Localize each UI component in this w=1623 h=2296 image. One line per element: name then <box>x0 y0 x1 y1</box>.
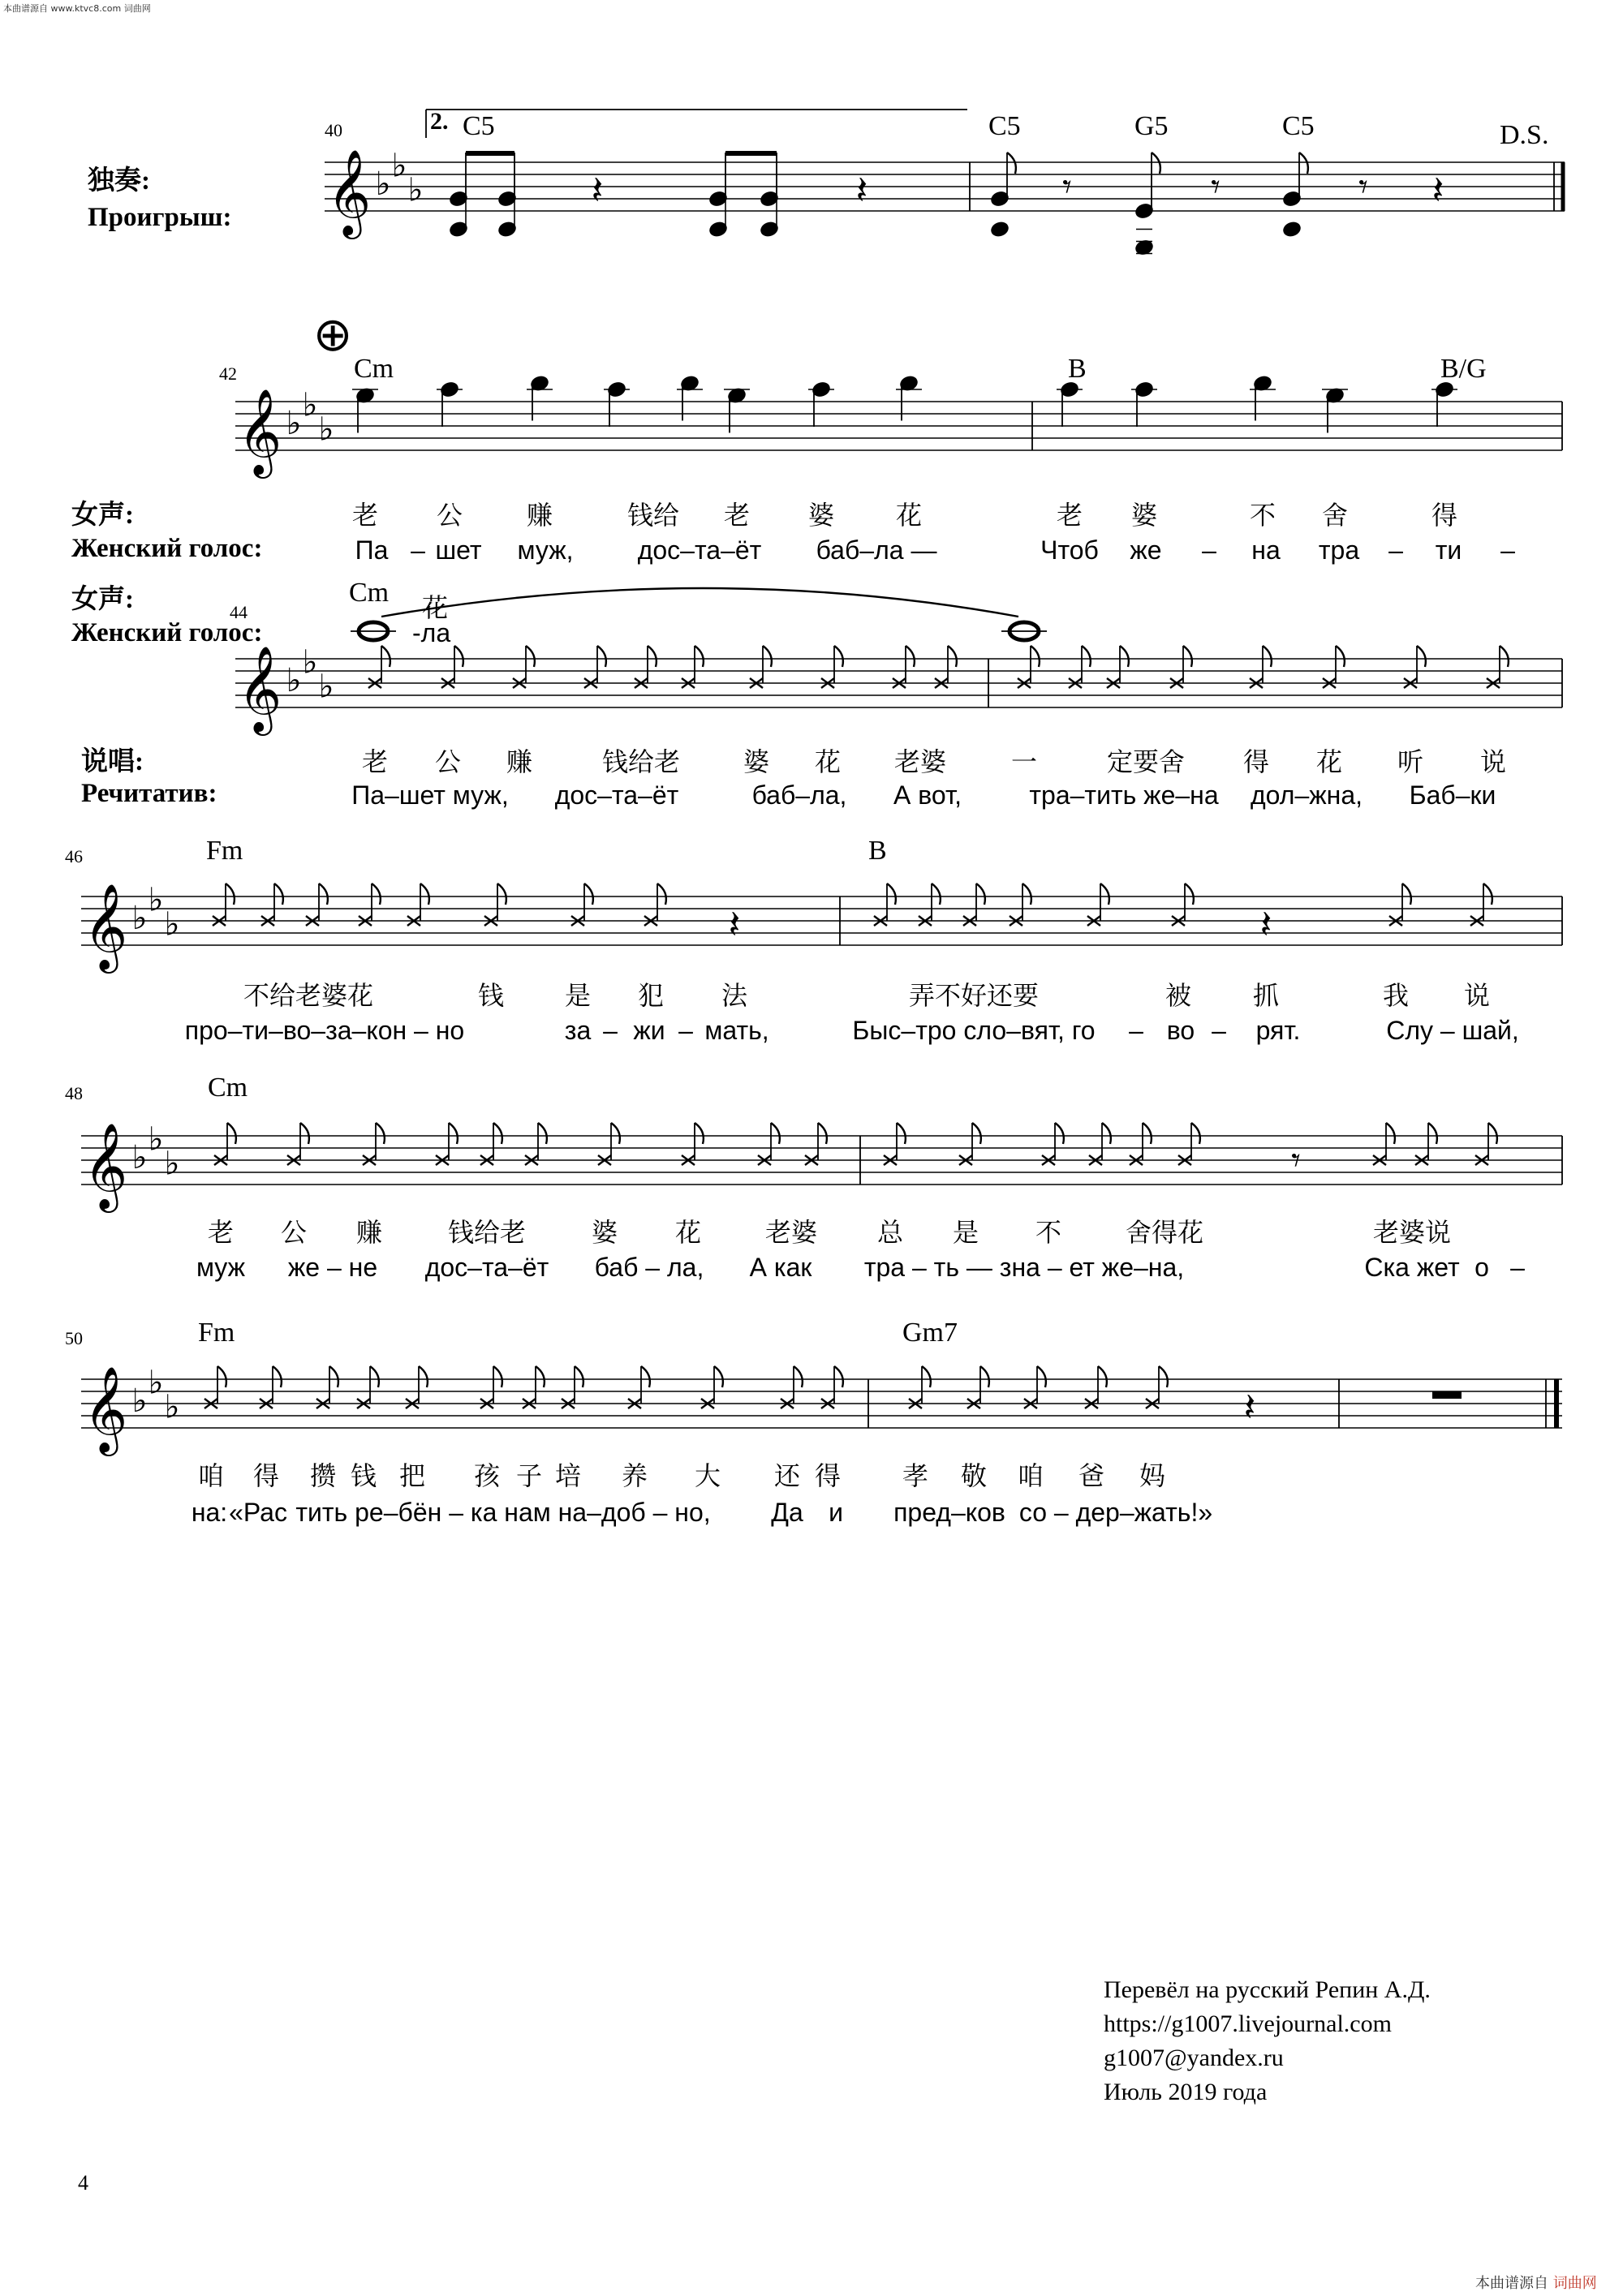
note-flag <box>376 1123 385 1144</box>
flat-icon: ♭ <box>131 1139 148 1176</box>
note-flag <box>329 1366 338 1387</box>
flat-icon: ♭ <box>391 147 407 185</box>
measure-number-46: 46 <box>65 846 83 866</box>
measure-number-40: 40 <box>325 120 342 140</box>
lyrics-line-cn <box>0 1455 1623 1491</box>
lyric-syllable: 得 <box>814 1460 842 1491</box>
note-flag <box>1428 1123 1437 1144</box>
system3-top-label-cn: 女声: <box>71 585 134 614</box>
lyrics-line-ru <box>0 1253 1623 1285</box>
lyric-syllable: за <box>564 1016 592 1045</box>
chord-symbol: G5 <box>1134 111 1169 141</box>
lyric-syllable: ти <box>1435 535 1462 565</box>
credit-blog-url: https://g1007.livejournal.com <box>1104 2010 1392 2037</box>
lyric-syllable: 不 <box>1035 1217 1062 1248</box>
flat-icon: ♭ <box>131 900 148 937</box>
lyrics-line-ru <box>0 1016 1623 1048</box>
note-flag <box>1191 1123 1200 1144</box>
footer-watermark-a: 本曲谱源自 <box>1475 2275 1548 2292</box>
eighth-rest-icon: 𝄾 <box>1291 1140 1301 1181</box>
credit-translator: Перевёл на русский Репин А.Д. <box>1104 1976 1431 2003</box>
lyric-syllable: 是 <box>564 980 592 1011</box>
treble-clef-icon: 𝄞 <box>237 645 282 732</box>
lyric-syllable: 老婆说 <box>1372 1217 1452 1248</box>
chord-symbol: Fm <box>198 1318 235 1348</box>
lyric-syllable: тра <box>1318 535 1360 565</box>
lyric-syllable: дол–жна, <box>1251 780 1363 810</box>
note-flag <box>922 1366 931 1387</box>
lyric-syllable: 总 <box>876 1217 904 1248</box>
whole-note-lyric-ru: -ла <box>412 618 451 647</box>
lyric-syllable: 敬 <box>960 1460 988 1491</box>
note-flag <box>834 1366 843 1387</box>
lyric-syllable: 听 <box>1397 746 1424 777</box>
chord-symbol: C5 <box>463 111 495 141</box>
lyric-syllable: 得 <box>1242 746 1270 777</box>
lyric-syllable: 犯 <box>637 980 665 1011</box>
note-flag <box>526 646 535 667</box>
note-flag <box>319 884 328 905</box>
lyric-syllable: тра–тить же–на <box>1029 780 1219 810</box>
system3-label-cn: 说唱: <box>81 747 144 776</box>
translation-credits <box>1104 1973 1431 2109</box>
note-flag <box>1100 884 1109 905</box>
chord-symbol: Cm <box>354 354 394 384</box>
lyric-syllable: 定要舍 <box>1106 746 1186 777</box>
note-flag <box>420 884 429 905</box>
note-flag <box>217 1366 226 1387</box>
eighth-rest-icon: 𝄾 <box>1358 166 1368 208</box>
note-flag <box>1037 1366 1046 1387</box>
lyric-syllable: 婆 <box>591 1217 618 1248</box>
lyric-syllable: 攒 <box>309 1460 337 1491</box>
lyrics-line-cn <box>0 975 1623 1011</box>
lyric-syllable: – <box>1510 1253 1525 1282</box>
lyric-syllable: мать, <box>704 1016 769 1045</box>
lyric-syllable: на: <box>191 1498 228 1527</box>
system3-top-label-ru: Женский голос: <box>71 618 263 647</box>
lyrics-line-ru <box>0 535 1623 568</box>
note-flag <box>1120 646 1129 667</box>
note-flag <box>419 1366 428 1387</box>
quarter-rest-icon: 𝄽 <box>591 168 604 213</box>
lyric-syllable: – <box>1202 535 1216 565</box>
lyric-syllable: же <box>1130 535 1162 565</box>
note-flag <box>657 884 666 905</box>
lyric-syllable: Па <box>355 535 389 565</box>
lyric-syllable: муж, <box>517 535 574 565</box>
note-flag <box>273 1366 282 1387</box>
note-flag <box>300 1123 309 1144</box>
page-number: 4 <box>78 2171 88 2195</box>
chord-symbol: C5 <box>1282 111 1315 141</box>
quarter-rest-icon: 𝄽 <box>1243 1385 1256 1430</box>
lyric-syllable: 舍得花 <box>1125 1217 1204 1248</box>
lyric-syllable: 花 <box>1315 746 1343 777</box>
note-flag <box>538 1123 547 1144</box>
note-flag <box>1082 646 1091 667</box>
lyric-syllable: 钱给老 <box>447 1217 527 1248</box>
note-flag <box>1055 1123 1064 1144</box>
note-flag <box>381 646 390 667</box>
lyric-syllable: Чтоб <box>1040 535 1099 565</box>
note-flag <box>906 646 915 667</box>
note-flag <box>227 1123 236 1144</box>
chord-symbol: B <box>868 836 887 866</box>
lyric-syllable: 老婆 <box>764 1217 818 1248</box>
whole-note-lyric-cn: 花 <box>422 592 449 623</box>
chord-symbol: Fm <box>206 836 243 866</box>
note-flag <box>1007 153 1016 174</box>
treble-clef-icon: 𝄞 <box>326 148 372 235</box>
note-flag <box>1183 646 1192 667</box>
lyric-syllable: жи <box>633 1016 665 1045</box>
lyric-syllable: 孩 <box>473 1460 501 1491</box>
note-flag <box>695 646 704 667</box>
note-flag <box>575 1366 583 1387</box>
note-flag <box>611 1123 620 1144</box>
flat-icon: ♭ <box>286 405 302 442</box>
lyric-syllable: же – не <box>287 1253 378 1282</box>
note-flag <box>497 884 506 905</box>
note-flag <box>1022 884 1031 905</box>
measure-number-42: 42 <box>219 363 237 384</box>
lyric-syllable: 婆 <box>1130 500 1158 531</box>
lyric-syllable: – <box>603 1016 618 1045</box>
note-flag <box>972 1123 981 1144</box>
lyric-syllable: во <box>1166 1016 1195 1045</box>
header-source-text: 本曲谱源自 www.ktvc8.com 词曲网 <box>3 3 151 14</box>
note-flag <box>449 1123 458 1144</box>
lyric-syllable: баб–ла — <box>816 535 937 565</box>
note-flag <box>948 646 957 667</box>
lyric-syllable: 被 <box>1165 980 1192 1011</box>
lyrics-line-cn <box>0 742 1623 777</box>
lyric-syllable: 婆 <box>743 746 770 777</box>
lyric-syllable: – <box>1388 535 1403 565</box>
note-flag <box>714 1366 723 1387</box>
ending-bracket-label: 2. <box>430 108 449 135</box>
treble-clef-icon: 𝄞 <box>237 388 282 475</box>
flat-icon: ♭ <box>318 411 334 449</box>
lyric-syllable: муж <box>196 1253 246 1282</box>
note-flag <box>274 884 283 905</box>
note-flag <box>1098 1366 1107 1387</box>
lyric-syllable: 说 <box>1463 980 1491 1011</box>
note-flag <box>1417 646 1426 667</box>
lyrics-line-cn <box>0 495 1623 531</box>
lyric-syllable: дос–та–ёт <box>637 535 762 565</box>
measure-number-44: 44 <box>230 602 248 622</box>
system2-label-cn: 女声: <box>71 501 134 530</box>
lyric-syllable: 老婆 <box>893 746 947 777</box>
note-flag <box>1185 884 1194 905</box>
note-flag <box>818 1123 827 1144</box>
lyrics-line-cn <box>0 1212 1623 1248</box>
lyric-syllable: 不 <box>1249 500 1276 531</box>
note-flag <box>1336 646 1345 667</box>
lyric-syllable: 花 <box>674 1217 702 1248</box>
lyric-syllable: – <box>1500 535 1515 565</box>
note-flag <box>597 646 606 667</box>
note-flag <box>887 884 896 905</box>
lyric-syllable: 法 <box>721 980 748 1011</box>
flat-icon: ♭ <box>164 1145 180 1183</box>
lyric-syllable: 不给老婆花 <box>243 980 374 1011</box>
lyric-syllable: и <box>829 1498 843 1527</box>
credit-date: Июль 2019 года <box>1104 2079 1268 2105</box>
chord-symbol: Cm <box>349 578 390 608</box>
note-flag <box>370 1366 379 1387</box>
lyric-syllable: о <box>1474 1253 1489 1282</box>
lyric-syllable: – <box>411 535 425 565</box>
flat-icon: ♭ <box>286 662 302 699</box>
lyric-syllable: про–ти–во–за–кон – но <box>184 1016 465 1045</box>
lyric-syllable: баб – ла, <box>594 1253 704 1282</box>
system1-label-ru: Проигрыш: <box>88 203 232 232</box>
note-beam <box>725 151 777 156</box>
lyric-syllable: 婆 <box>807 500 835 531</box>
note-flag <box>794 1366 803 1387</box>
lyric-syllable: 老 <box>207 1217 235 1248</box>
lyric-syllable: А вот, <box>893 780 962 810</box>
lyric-syllable: 是 <box>952 1217 979 1248</box>
note-flag <box>226 884 235 905</box>
lyric-syllable: 钱 <box>350 1460 377 1491</box>
lyric-syllable: 钱给 <box>626 500 680 531</box>
lyric-syllable: 爸 <box>1078 1460 1105 1491</box>
flat-icon: ♭ <box>148 881 164 919</box>
note-flag <box>648 646 657 667</box>
lyric-syllable: Ска жет <box>1364 1253 1460 1282</box>
flat-icon: ♭ <box>407 171 424 209</box>
note-flag <box>834 646 843 667</box>
footer-watermark-b: 词曲网 <box>1552 2275 1597 2292</box>
note-flag <box>976 884 985 905</box>
lyric-syllable: 花 <box>814 746 842 777</box>
note-flag <box>1386 1123 1395 1144</box>
eighth-rest-icon: 𝄾 <box>1062 166 1072 208</box>
note-flag <box>1500 646 1509 667</box>
measure-number-48: 48 <box>65 1083 83 1103</box>
lyric-syllable: 公 <box>280 1217 308 1248</box>
lyric-syllable: на <box>1251 535 1281 565</box>
note-flag <box>763 646 772 667</box>
lyric-syllable: 老 <box>1056 500 1083 531</box>
note-flag <box>932 884 941 905</box>
lyric-syllable: тра – ть — зна – ет же–на, <box>863 1253 1185 1282</box>
lyric-syllable: 公 <box>434 746 462 777</box>
lyric-syllable: 赚 <box>355 1217 383 1248</box>
note-flag <box>493 1366 502 1387</box>
note-flag <box>1031 646 1040 667</box>
flat-icon: ♭ <box>148 1364 164 1402</box>
note-beam <box>466 151 514 156</box>
note-flag <box>641 1366 650 1387</box>
lyric-syllable: А как <box>749 1253 812 1282</box>
note-flag <box>1143 1123 1152 1144</box>
lyric-syllable: шет <box>435 535 482 565</box>
lyric-syllable: 妈 <box>1139 1460 1166 1491</box>
lyric-syllable: – <box>1212 1016 1226 1045</box>
coda-sign-icon: ⊕ <box>312 307 353 362</box>
lyric-syllable: 老 <box>723 500 751 531</box>
note-flag <box>536 1366 545 1387</box>
note-flag <box>584 884 593 905</box>
note-flag <box>1263 646 1272 667</box>
quarter-rest-icon: 𝄽 <box>728 902 741 948</box>
lyric-syllable: пред–ков <box>893 1498 1005 1527</box>
quarter-rest-icon: 𝄽 <box>855 168 868 213</box>
treble-clef-icon: 𝄞 <box>83 1122 128 1209</box>
chord-symbol: C5 <box>988 111 1021 141</box>
quarter-rest-icon: 𝄽 <box>1259 902 1272 948</box>
lyric-syllable: 钱 <box>477 980 505 1011</box>
lyric-syllable: 钱给老 <box>601 746 681 777</box>
note-flag <box>1159 1366 1168 1387</box>
note-flag <box>454 646 463 667</box>
note-flag <box>372 884 381 905</box>
lyric-syllable: тить ре–бён – ка нам на–доб – но, <box>295 1498 711 1527</box>
lyric-syllable: 咱 <box>1017 1460 1044 1491</box>
lyric-syllable: 舍 <box>1321 500 1349 531</box>
note-flag <box>1299 153 1308 174</box>
lyric-syllable: 孝 <box>902 1460 929 1491</box>
lyric-syllable: 抓 <box>1252 980 1280 1011</box>
note-flag <box>980 1366 989 1387</box>
lyric-syllable: баб–ла, <box>751 780 847 810</box>
lyric-syllable: дос–та–ёт <box>424 1253 549 1282</box>
note-flag <box>771 1123 780 1144</box>
note-flag <box>695 1123 704 1144</box>
lyric-syllable: Да <box>771 1498 803 1527</box>
lyric-syllable: 说 <box>1479 746 1507 777</box>
lyric-syllable: 得 <box>1431 500 1458 531</box>
note-flag <box>1402 884 1411 905</box>
lyric-syllable: 老 <box>351 500 379 531</box>
lyric-syllable: 一 <box>1010 746 1038 777</box>
note-flag <box>1102 1123 1111 1144</box>
lyric-syllable: Баб–ки <box>1409 780 1496 810</box>
system3-label-ru: Речитатив: <box>81 779 217 808</box>
lyric-syllable: 赚 <box>506 746 533 777</box>
lyric-syllable: 老 <box>361 746 389 777</box>
note-flag <box>1483 884 1492 905</box>
flat-icon: ♭ <box>148 1120 164 1159</box>
note-flag <box>1152 153 1160 174</box>
lyric-syllable: со – дер–жать!» <box>1018 1498 1213 1527</box>
lyric-syllable: 赚 <box>526 500 553 531</box>
chord-symbol: Cm <box>208 1073 248 1103</box>
flat-icon: ♭ <box>302 643 318 681</box>
lyric-syllable: Слу – шай, <box>1386 1016 1519 1045</box>
lyric-syllable: «Рас <box>229 1498 287 1527</box>
lyric-syllable: 大 <box>694 1460 721 1491</box>
treble-clef-icon: 𝄞 <box>83 1365 128 1452</box>
lyric-syllable: 咱 <box>197 1460 225 1491</box>
lyric-syllable: 我 <box>1382 980 1410 1011</box>
dal-segno-mark: D.S. <box>1500 120 1549 150</box>
flat-icon: ♭ <box>164 905 180 944</box>
lyric-syllable: 还 <box>773 1460 801 1491</box>
lyric-syllable: Быс–тро сло–вят, го <box>852 1016 1096 1045</box>
lyrics-line-ru <box>0 1498 1623 1530</box>
lyric-syllable: 把 <box>398 1460 426 1491</box>
chord-symbol: Gm7 <box>902 1318 958 1348</box>
note-flag <box>897 1123 906 1144</box>
treble-clef-icon: 𝄞 <box>83 883 128 970</box>
quarter-rest-icon: 𝄽 <box>1431 168 1444 213</box>
lyric-syllable: 弄不好还要 <box>908 980 1040 1011</box>
chord-symbol: B/G <box>1440 354 1487 384</box>
lyric-syllable: 花 <box>895 500 923 531</box>
lyric-syllable: 得 <box>252 1460 280 1491</box>
lyric-syllable: 子 <box>515 1460 543 1491</box>
lyrics-line-ru <box>0 780 1623 813</box>
lyric-syllable: 养 <box>621 1460 648 1491</box>
system1-label-cn: 独奏: <box>88 166 150 196</box>
flat-icon: ♭ <box>318 668 334 706</box>
note-flag <box>493 1123 502 1144</box>
flat-icon: ♭ <box>375 166 391 203</box>
eighth-rest-icon: 𝄾 <box>1211 166 1220 208</box>
note-flag <box>1488 1123 1497 1144</box>
chord-symbol: B <box>1068 354 1087 384</box>
flat-icon: ♭ <box>302 386 318 424</box>
lyric-syllable: 培 <box>554 1460 582 1491</box>
lyric-syllable: рят. <box>1255 1016 1301 1045</box>
flat-icon: ♭ <box>164 1388 180 1426</box>
lyric-syllable: дос–та–ёт <box>554 780 679 810</box>
lyric-syllable: – <box>1129 1016 1143 1045</box>
measure-number-50: 50 <box>65 1328 83 1348</box>
lyric-syllable: Па–шет муж, <box>351 780 509 810</box>
lyric-syllable: – <box>678 1016 693 1045</box>
credit-email: g1007@yandex.ru <box>1104 2044 1284 2071</box>
system2-label-ru: Женский голос: <box>71 534 263 563</box>
lyric-syllable: 公 <box>436 500 463 531</box>
whole-rest <box>1432 1391 1462 1399</box>
tie-slur <box>381 588 1018 617</box>
flat-icon: ♭ <box>131 1382 148 1420</box>
